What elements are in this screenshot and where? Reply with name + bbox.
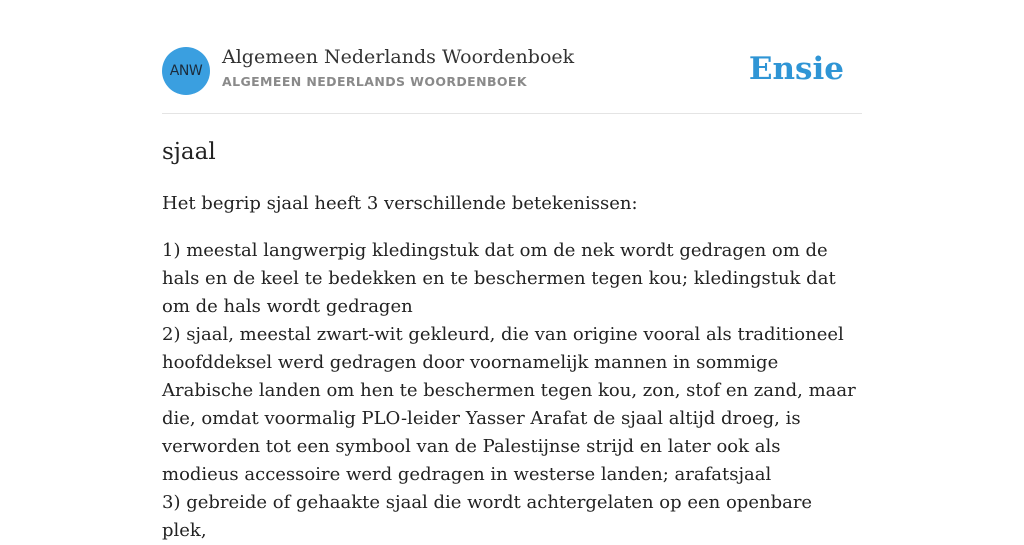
anw-logo[interactable]: ANW <box>162 47 210 95</box>
source-header <box>162 46 862 96</box>
definition-list <box>162 237 862 545</box>
source-title[interactable]: Algemeen Nederlands Woordenboek <box>222 46 575 68</box>
definition-item: 2) sjaal, meestal zwart-wit gekleurd, die van origine vooral als traditioneel hoofddeksel werd gedragen door voornamelijk mannen in sommige Arabische landen om hen te beschermen tegen kou, zon, stof en zand, maar die, omdat voormalig PLO-leider Yasser Arafat de sjaal altijd droeg, is verworden tot een symbool van de Palestijnse strijd en later ook als modieus accessoire werd gedragen in westerse landen; arafatsjaal <box>162 324 856 485</box>
definition-item: 1) meestal langwerpig kledingstuk dat om de nek wordt gedragen om de hals en de keel te bedekken en te beschermen tegen kou; kledingstuk dat om de hals wordt gedragen <box>162 240 836 317</box>
entry-intro: Het begrip sjaal heeft 3 verschillende betekenissen: <box>162 193 638 214</box>
header-divider <box>162 113 862 114</box>
ensie-logo[interactable]: Ensie <box>748 51 844 87</box>
definition-item: 3) gebreide of gehaakte sjaal die wordt achtergelaten op een openbare plek, <box>162 492 813 541</box>
source-subtitle: ALGEMEEN NEDERLANDS WOORDENBOEK <box>222 74 527 89</box>
entry-content <box>162 136 862 545</box>
headword: sjaal <box>162 139 216 165</box>
